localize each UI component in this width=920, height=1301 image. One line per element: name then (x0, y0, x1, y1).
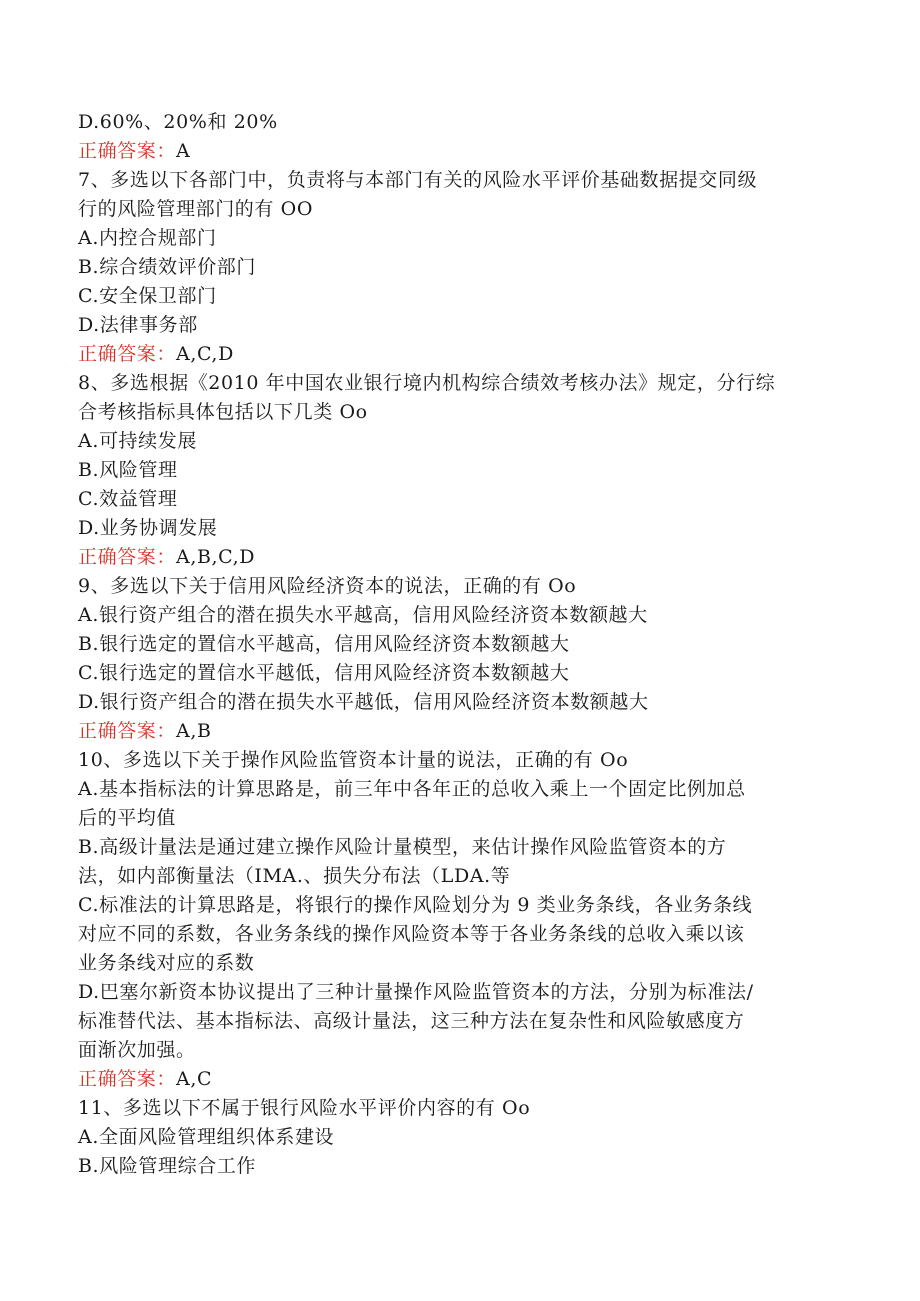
text-line: C.标准法的计算思路是，将银行的操作风险划分为 9 类业务条线，各业务条线 (78, 894, 753, 916)
text-line: 9、多选以下关于信用风险经济资本的说法，正确的有 Oo (78, 575, 577, 597)
text-line: 合考核指标具体包括以下几类 Oo (78, 401, 368, 423)
answer-line (78, 1065, 838, 1094)
text-line: 标准替代法、基本指标法、高级计量法，这三种方法在复杂性和风险敏感度方 (78, 1010, 745, 1032)
text-line: D.60%、20%和 20% (78, 111, 278, 133)
text-line: A.全面风险管理组织体系建设 (78, 1126, 335, 1148)
text-line: B.综合绩效评价部门 (78, 256, 257, 278)
answer-line (78, 543, 838, 572)
text-line: D.业务协调发展 (78, 517, 218, 539)
text-line: 行的风险管理部门的有 OO (78, 198, 313, 220)
answer-line (78, 137, 838, 166)
document-page (78, 108, 838, 1181)
text-line: 7、多选以下各部门中，负责将与本部门有关的风险水平评价基础数据提交同级 (78, 169, 758, 191)
answer-value: A,B (176, 720, 212, 742)
answer-value: A,C,D (176, 343, 234, 365)
answer-label: 正确答案： (78, 140, 177, 162)
answer-line (78, 717, 838, 746)
text-line: 后的平均值 (78, 807, 177, 829)
text-line: C.安全保卫部门 (78, 285, 217, 307)
answer-label: 正确答案： (78, 720, 177, 742)
text-line: B.风险管理 (78, 459, 178, 481)
text-line: D.巴塞尔新资本协议提出了三种计量操作风险监管资本的方法，分别为标准法/ (78, 981, 754, 1003)
text-line: A.银行资产组合的潜在损失水平越高，信用风险经济资本数额越大 (78, 604, 648, 626)
text-line: D.法律事务部 (78, 314, 198, 336)
text-line: A.基本指标法的计算思路是，前三年中各年正的总收入乘上一个固定比例加总 (78, 778, 746, 800)
answer-value: A,C (176, 1068, 213, 1090)
text-line: B.高级计量法是通过建立操作风险计量模型，来估计操作风险监管资本的方 (78, 836, 727, 858)
text-line: 对应不同的系数，各业务条线的操作风险资本等于各业务条线的总收入乘以该 (78, 923, 745, 945)
answer-line (78, 340, 838, 369)
text-line: 面渐次加强。 (78, 1039, 196, 1061)
answer-label: 正确答案： (78, 546, 177, 568)
text-line: 业务条线对应的系数 (78, 952, 255, 974)
text-line: 法，如内部衡量法（IMA.、损失分布法（LDA.等 (78, 865, 511, 887)
answer-value: A,B,C,D (176, 546, 256, 568)
answer-label: 正确答案： (78, 343, 177, 365)
answer-label: 正确答案： (78, 1068, 177, 1090)
text-line: C.效益管理 (78, 488, 178, 510)
text-line: B.风险管理综合工作 (78, 1155, 257, 1177)
text-line: 8、多选根据《2010 年中国农业银行境内机构综合绩效考核办法》规定，分行综 (78, 372, 776, 394)
text-line: 11、多选以下不属于银行风险水平评价内容的有 Oo (78, 1097, 531, 1119)
text-line: 10、多选以下关于操作风险监管资本计量的说法，正确的有 Oo (78, 749, 629, 771)
text-line: A.可持续发展 (78, 430, 197, 452)
text-line: C.银行选定的置信水平越低，信用风险经济资本数额越大 (78, 662, 570, 684)
answer-value: A (176, 140, 191, 162)
text-line: D.银行资产组合的潜在损失水平越低，信用风险经济资本数额越大 (78, 691, 649, 713)
text-line: B.银行选定的置信水平越高，信用风险经济资本数额越大 (78, 633, 570, 655)
text-line: A.内控合规部门 (78, 227, 217, 249)
